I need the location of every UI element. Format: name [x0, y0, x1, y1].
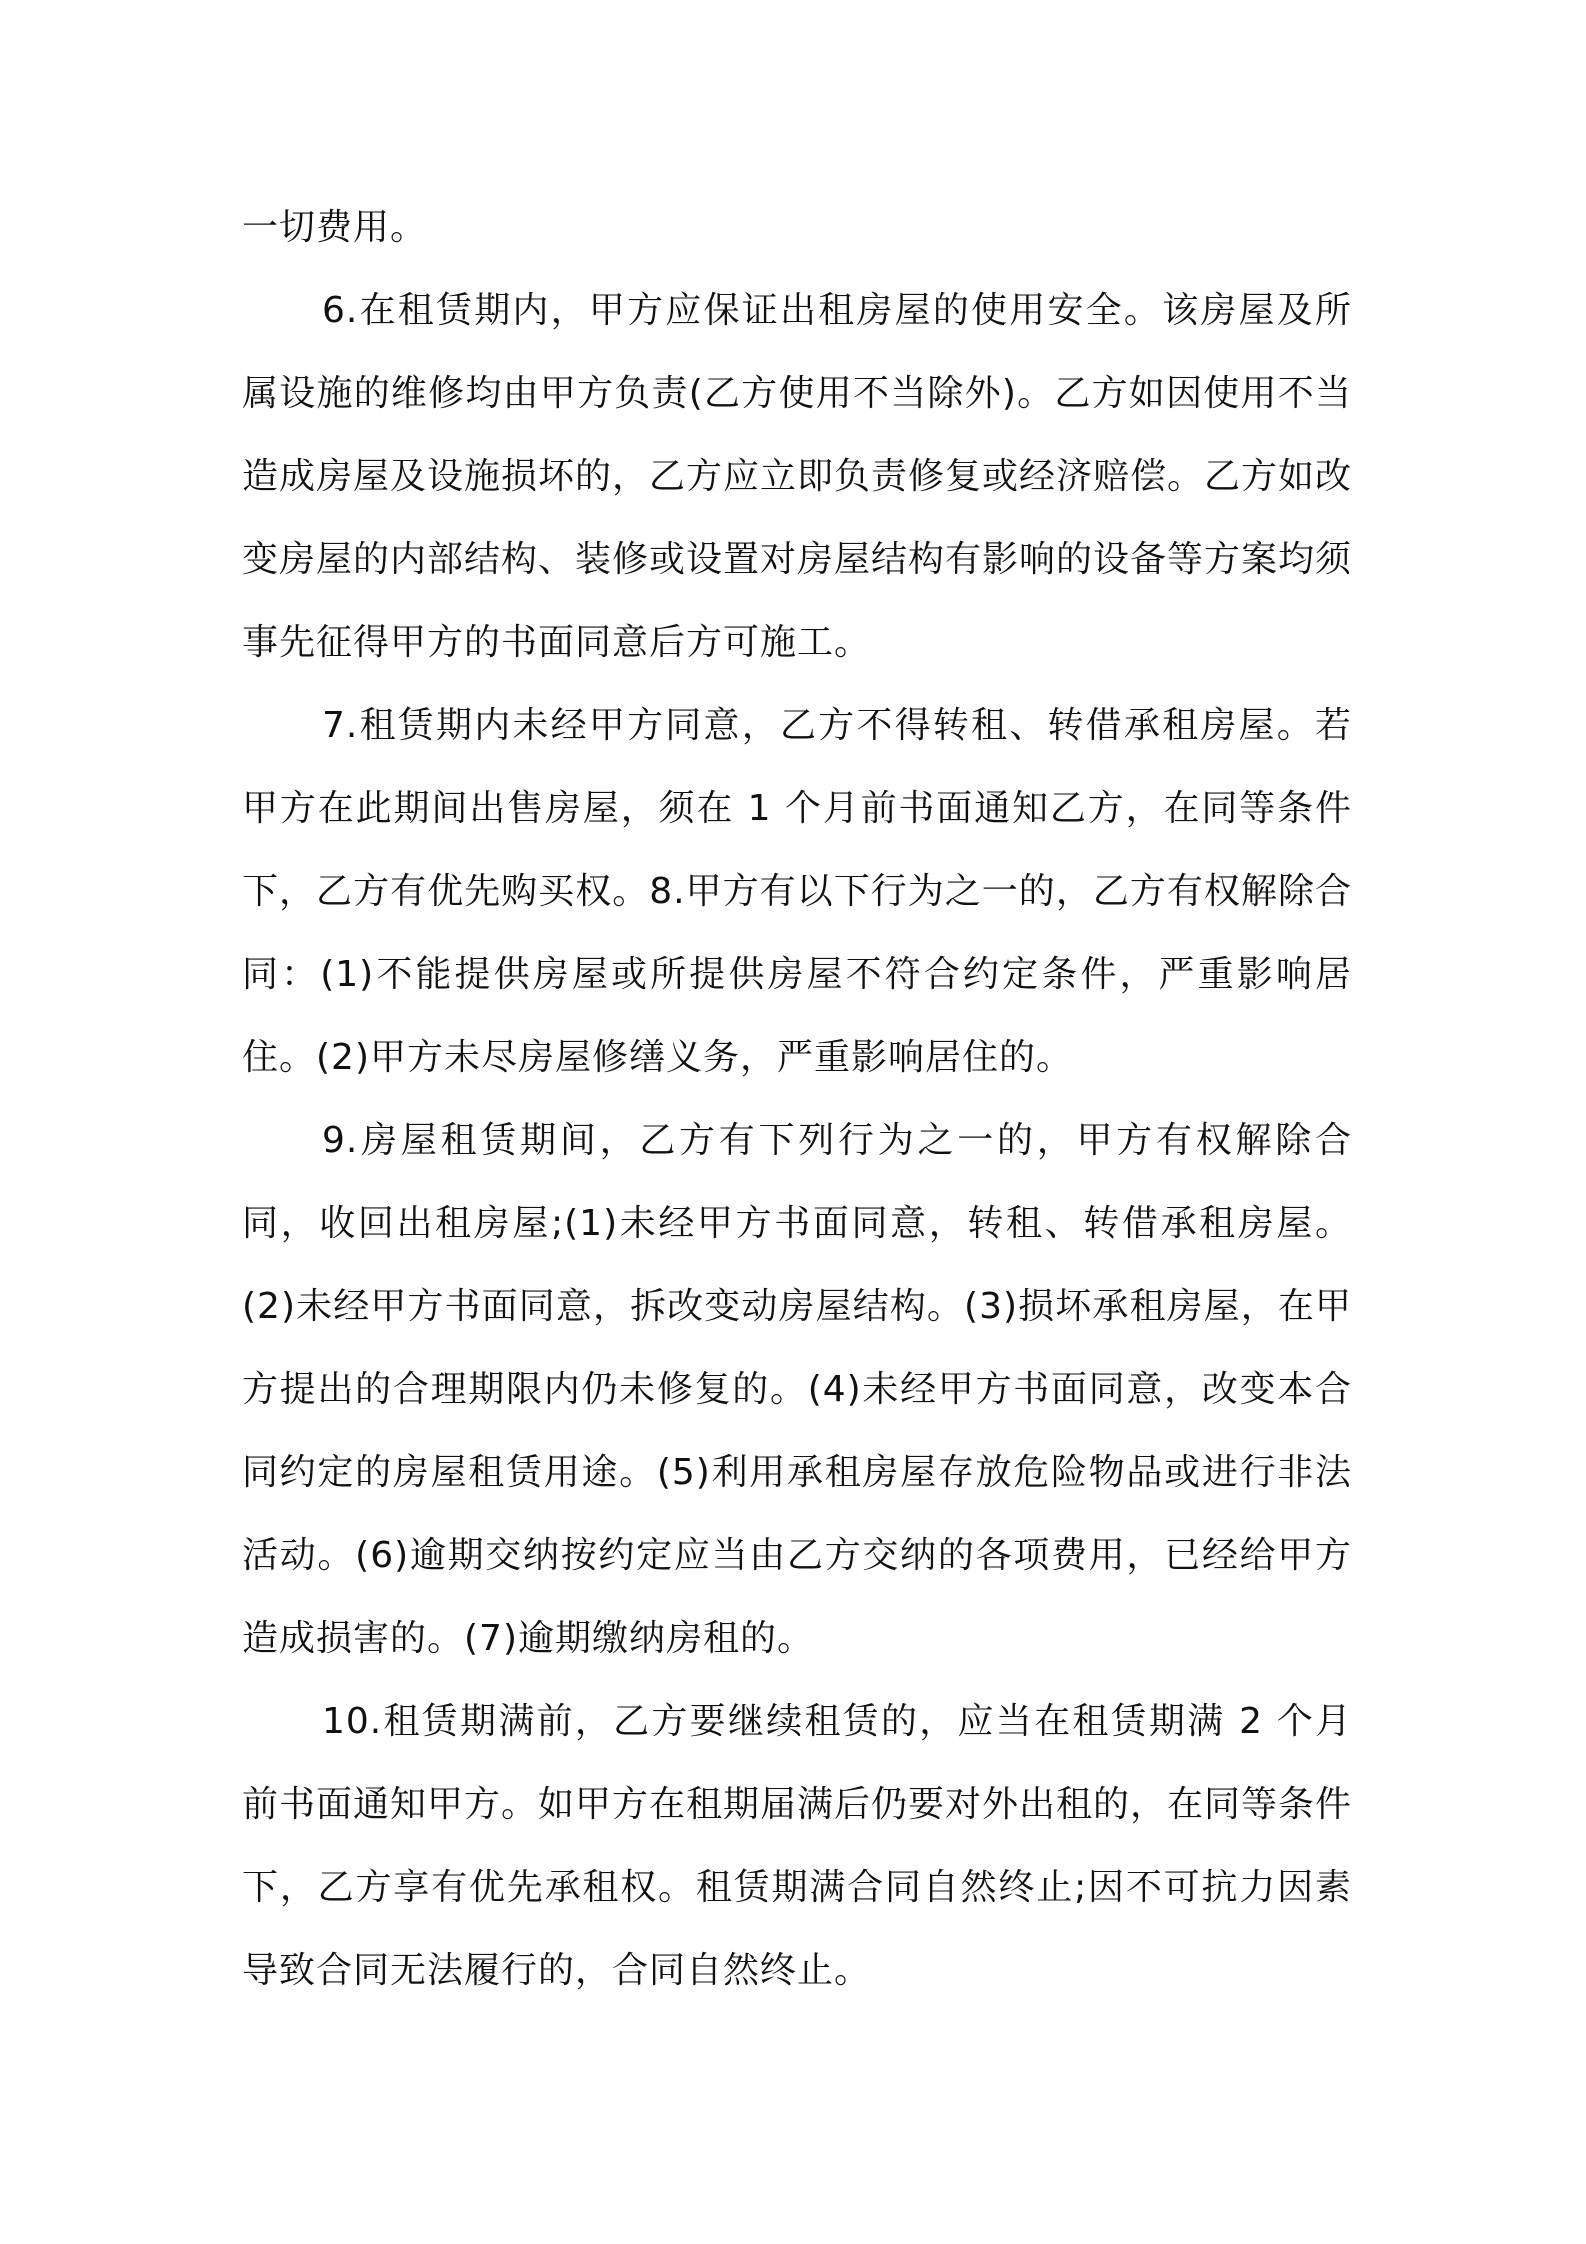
paragraph-clause-7-8: 7.租赁期内未经甲方同意，乙方不得转租、转借承租房屋。若甲方在此期间出售房屋，须在 1 个月前书面通知乙方，在同等条件下，乙方有优先购买权。8.甲方有以下行为之一的，乙方有权解除合同：(1)不能提供房屋或所提供房屋不符合约定条件，严重影响居住。(2)甲方未尽房屋修缮义务，严重影响居住的。: [242, 705, 1352, 1078]
paragraph-clause-10: 10.租赁期满前，乙方要继续租赁的，应当在租赁期满 2 个月前书面通知甲方。如甲方在租期届满后仍要对外出租的，在同等条件下，乙方享有优先承租权。租赁期满合同自然终止;因不可抗力因素导致合同无法履行的，合同自然终止。: [242, 1701, 1353, 1991]
paragraph-clause-9: 9.房屋租赁期间，乙方有下列行为之一的，甲方有权解除合同，收回出租房屋;(1)未经甲方书面同意，转租、转借承租房屋。(2)未经甲方书面同意，拆改变动房屋结构。(3)损坏承租房屋，在甲方提出的合理期限内仍未修复的。(4)未经甲方书面同意，改变本合同约定的房屋租赁用途。(5)利用承租房屋存放危险物品或进行非法活动。(6)逾期交纳按约定应当由乙方交纳的各项费用，已经给甲方造成损害的。(7)逾期缴纳房租的。: [242, 1120, 1352, 1659]
paragraph-clause-6: 6.在租赁期内，甲方应保证出租房屋的使用安全。该房屋及所属设施的维修均由甲方负责(乙方使用不当除外)。乙方如因使用不当造成房屋及设施损坏的，乙方应立即负责修复或经济赔偿。乙方如改变房屋的内部结构、装修或设置对房屋结构有影响的设备等方案均须事先征得甲方的书面同意后方可施工。: [242, 290, 1353, 663]
paragraph-continuation: 一切费用。: [242, 207, 428, 248]
document-body: [242, 186, 1352, 2012]
